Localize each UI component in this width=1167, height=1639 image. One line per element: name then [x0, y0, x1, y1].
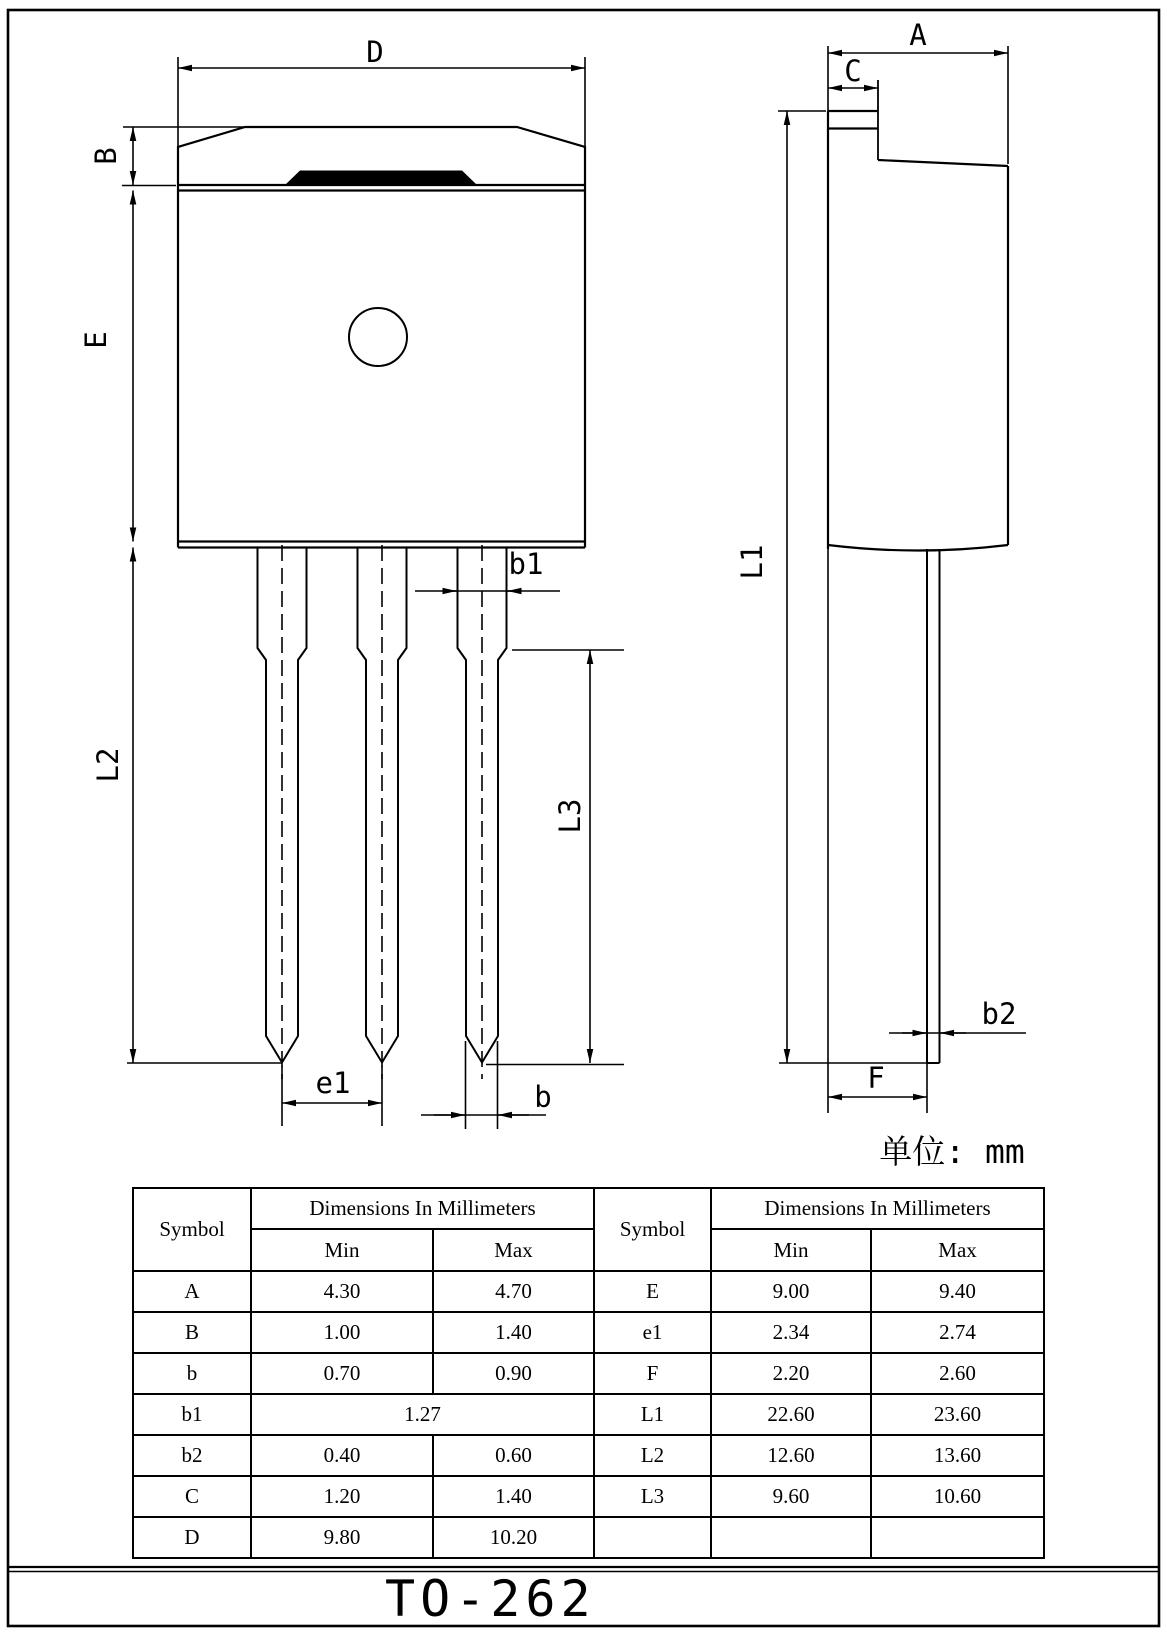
symbol-cell — [594, 1517, 711, 1558]
front-view — [178, 127, 585, 1079]
min-cell: 22.60 — [711, 1394, 871, 1435]
dim-B — [122, 127, 245, 186]
max-cell: 1.40 — [433, 1312, 594, 1353]
table-row — [133, 1394, 1044, 1435]
dimensions-table — [132, 1187, 1045, 1559]
front-leads — [258, 545, 507, 1079]
max-cell: 0.60 — [433, 1435, 594, 1476]
max-cell: 2.74 — [871, 1312, 1044, 1353]
label-e1: e1 — [315, 1066, 351, 1100]
label-D: D — [366, 35, 384, 69]
symbol-cell: C — [133, 1476, 251, 1517]
label-L3: L3 — [553, 798, 587, 834]
symbol-header: Symbol — [594, 1188, 711, 1271]
dims-header: Dimensions In Millimeters — [251, 1188, 594, 1229]
min-cell: 9.60 — [711, 1476, 871, 1517]
max-header: Max — [433, 1229, 594, 1271]
symbol-cell: A — [133, 1271, 251, 1312]
lead-centerlines — [282, 545, 482, 1079]
label-b: b — [534, 1080, 552, 1114]
max-cell: 2.60 — [871, 1353, 1044, 1394]
max-cell: 10.20 — [433, 1517, 594, 1558]
label-C: C — [844, 54, 862, 88]
table-row — [133, 1271, 1044, 1312]
label-F: F — [867, 1061, 885, 1095]
side-lead — [927, 549, 940, 1063]
symbol-cell: L1 — [594, 1394, 711, 1435]
dim-L1 — [778, 111, 927, 1063]
dim-F — [828, 549, 927, 1113]
min-cell: 0.40 — [251, 1435, 433, 1476]
label-E: E — [79, 331, 113, 349]
min-cell: 9.80 — [251, 1517, 433, 1558]
package-title: TO-262 — [385, 1570, 596, 1628]
dim-b — [421, 1041, 546, 1129]
table-row — [133, 1435, 1044, 1476]
max-cell: 23.60 — [871, 1394, 1044, 1435]
min-cell: 2.34 — [711, 1312, 871, 1353]
mounting-hole — [349, 308, 407, 366]
max-cell: 10.60 — [871, 1476, 1044, 1517]
min-header: Min — [711, 1229, 871, 1271]
merged-value-cell: 1.27 — [251, 1394, 594, 1435]
dim-L2 — [127, 548, 282, 1064]
table-row — [133, 1476, 1044, 1517]
symbol-cell: D — [133, 1517, 251, 1558]
label-b1: b1 — [508, 547, 544, 581]
min-cell: 0.70 — [251, 1353, 433, 1394]
symbol-cell: L2 — [594, 1435, 711, 1476]
label-b2: b2 — [981, 997, 1017, 1031]
max-cell: 0.90 — [433, 1353, 594, 1394]
table-row — [133, 1353, 1044, 1394]
max-cell: 13.60 — [871, 1435, 1044, 1476]
min-cell: 9.00 — [711, 1271, 871, 1312]
table-row — [133, 1517, 1044, 1558]
label-L1: L1 — [735, 544, 769, 580]
min-cell: 12.60 — [711, 1435, 871, 1476]
label-L2: L2 — [91, 747, 125, 783]
side-view — [828, 80, 1008, 1063]
symbol-cell: e1 — [594, 1312, 711, 1353]
label-B: B — [89, 147, 123, 165]
symbol-cell: b2 — [133, 1435, 251, 1476]
table-subheader-row — [133, 1229, 1044, 1271]
dims-header: Dimensions In Millimeters — [711, 1188, 1044, 1229]
max-cell: 1.40 — [433, 1476, 594, 1517]
max-cell: 4.70 — [433, 1271, 594, 1312]
side-dimensions — [778, 46, 1026, 1113]
title-block — [8, 1572, 1159, 1626]
table-header-row — [133, 1188, 1044, 1229]
front-tab-marking — [285, 171, 477, 186]
min-cell: 4.30 — [251, 1271, 433, 1312]
min-header: Min — [251, 1229, 433, 1271]
dim-D — [178, 57, 585, 146]
symbol-cell: b — [133, 1353, 251, 1394]
min-cell: 1.00 — [251, 1312, 433, 1353]
symbol-cell: F — [594, 1353, 711, 1394]
side-body-bottom — [828, 545, 1008, 551]
max-header: Max — [871, 1229, 1044, 1271]
table-row — [133, 1312, 1044, 1353]
min-cell: 2.20 — [711, 1353, 871, 1394]
label-A: A — [909, 18, 927, 52]
max-cell: 9.40 — [871, 1271, 1044, 1312]
symbol-cell: E — [594, 1271, 711, 1312]
max-cell — [871, 1517, 1044, 1558]
symbol-cell: b1 — [133, 1394, 251, 1435]
units-label: 单位: mm — [879, 1132, 1025, 1171]
front-dimensions — [122, 57, 624, 1129]
symbol-cell: L3 — [594, 1476, 711, 1517]
symbol-header: Symbol — [133, 1188, 251, 1271]
symbol-cell: B — [133, 1312, 251, 1353]
min-cell: 1.20 — [251, 1476, 433, 1517]
min-cell — [711, 1517, 871, 1558]
dim-L3 — [486, 650, 624, 1065]
